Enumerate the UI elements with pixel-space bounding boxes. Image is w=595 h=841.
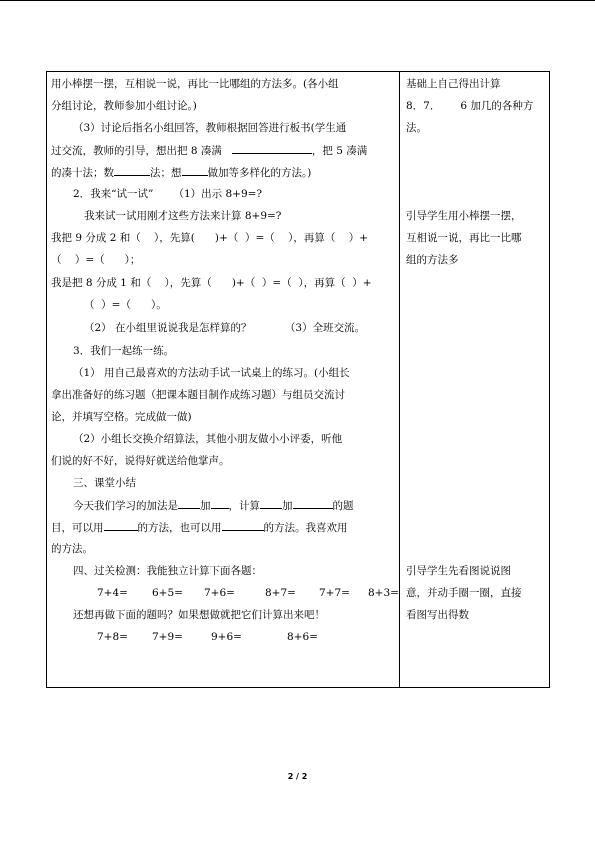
exercise-item: 6+5=	[152, 587, 183, 599]
text-line: 们说的好不好，说得好就送给他掌声。	[51, 455, 230, 467]
text-segment: 做加等多样化的方法。)	[207, 167, 312, 179]
exercise-item: 7+6=	[204, 587, 235, 599]
note-line: 8．7． 6 加几的各种方	[406, 100, 534, 112]
text-segment: 加	[282, 500, 293, 512]
note-line: 看图写出得数	[406, 609, 469, 621]
note-line: 组的方法多	[406, 254, 459, 266]
lesson-table	[46, 71, 550, 688]
fill-blank[interactable]	[114, 165, 150, 176]
text-segment: 的方法，也可以用	[137, 522, 222, 534]
fill-blank[interactable]	[178, 498, 200, 509]
note-line: 引导学生用小棒摆一摆，	[406, 210, 522, 222]
text-segment: 加	[200, 500, 211, 512]
text-segment: 过交流，教师的引导，想出把 8 凑满	[51, 145, 222, 157]
note-line: 互相说一说，再比一比哪	[406, 232, 522, 244]
text-segment: 法；想	[150, 167, 182, 179]
text-segment: 目，可以用	[51, 522, 104, 534]
text-line: （2） 在小组里说说我是怎样算的？ （3）全班交流。	[84, 322, 366, 334]
text-line: （1） 用自己最喜欢的方法动手试一试桌上的练习。(小组长	[73, 367, 350, 379]
page-number: 2 / 2	[287, 772, 308, 781]
header-rule	[0, 0, 595, 1]
exercise-item: 9+6=	[211, 631, 242, 643]
text-line: （2）小组长交换介绍算法，其他小朋友做小小评委，听他	[73, 433, 343, 445]
text-line: 用小棒摆一摆，互相说一说，再比一比哪组的方法多。(各小组	[51, 78, 339, 90]
fill-blank[interactable]	[222, 520, 264, 531]
text-segment: 的题	[332, 500, 354, 512]
text-line	[51, 165, 311, 180]
fill-blank[interactable]	[260, 498, 282, 509]
text-line: （ ）=（ ）。	[84, 299, 167, 311]
exercise-item: 7+8=	[97, 631, 128, 643]
text-segment: ，计算	[228, 500, 260, 512]
text-segment: ，把 5 凑满	[311, 145, 368, 157]
exercise-item: 8+3=	[368, 587, 399, 599]
text-line: 我把 9 分成 2 和（ ），先算( )+（ ）=（ ），再算（ ）+	[51, 232, 369, 244]
text-line: 的方法。	[51, 543, 93, 555]
note-line: 法。	[406, 122, 427, 134]
text-line: （ ）=（ ）；	[51, 254, 141, 266]
text-line	[51, 143, 367, 158]
text-segment: 的凑十法；数	[51, 167, 114, 179]
fill-blank[interactable]	[211, 498, 229, 509]
fill-blank[interactable]	[182, 165, 208, 176]
text-line	[73, 498, 354, 513]
note-line: 引导学生先看图说说图	[406, 565, 511, 577]
exercise-item: 7+4=	[97, 587, 128, 599]
fill-blank[interactable]	[293, 498, 333, 509]
text-line	[51, 520, 348, 535]
text-line: 我来试一试用刚才这些方法来计算 8+9=?	[84, 210, 282, 222]
text-segment: 的方法。我喜欢用	[263, 522, 348, 534]
exercise-item: 7+7=	[319, 587, 350, 599]
text-line: （3）讨论后指名小组回答，教师根据回答进行板书(学生通	[73, 122, 347, 134]
fill-blank[interactable]	[232, 143, 312, 154]
exercise-item: 8+7=	[265, 587, 296, 599]
fill-blank[interactable]	[104, 520, 138, 531]
text-segment: 今天我们学习的加法是	[73, 500, 178, 512]
text-line: 论，并填写空格。完成做一做)	[51, 411, 192, 423]
exercise-item: 8+6=	[287, 631, 318, 643]
note-line: 基础上自己得出计算	[406, 78, 501, 90]
text-line: 我是把 8 分成 1 和（ ），先算（ )+（ ）=（ ），再算（ ）+	[51, 277, 372, 289]
section-heading: 四、过关检测：我能独立计算下面各题：	[73, 565, 262, 577]
design-intent-cell	[400, 72, 550, 688]
section-heading: 3．我们一起练一练。	[73, 345, 175, 357]
text-line: 拿出准备好的练习题（把课本题目制作成练习题）与组员交流讨	[51, 389, 345, 401]
section-heading: 2．我来“试一试” （1）出示 8+9=?	[73, 188, 263, 200]
note-line: 意，并动手圈一圈，直接	[406, 587, 522, 599]
exercise-item: 7+9=	[152, 631, 183, 643]
teaching-process-cell	[47, 72, 400, 688]
text-line: 分组讨论，教师参加小组讨论。)	[51, 100, 197, 112]
text-line: 还想再做下面的题吗？如果想做就把它们计算出来吧！	[73, 609, 325, 621]
section-heading: 三、课堂小结	[73, 477, 136, 489]
